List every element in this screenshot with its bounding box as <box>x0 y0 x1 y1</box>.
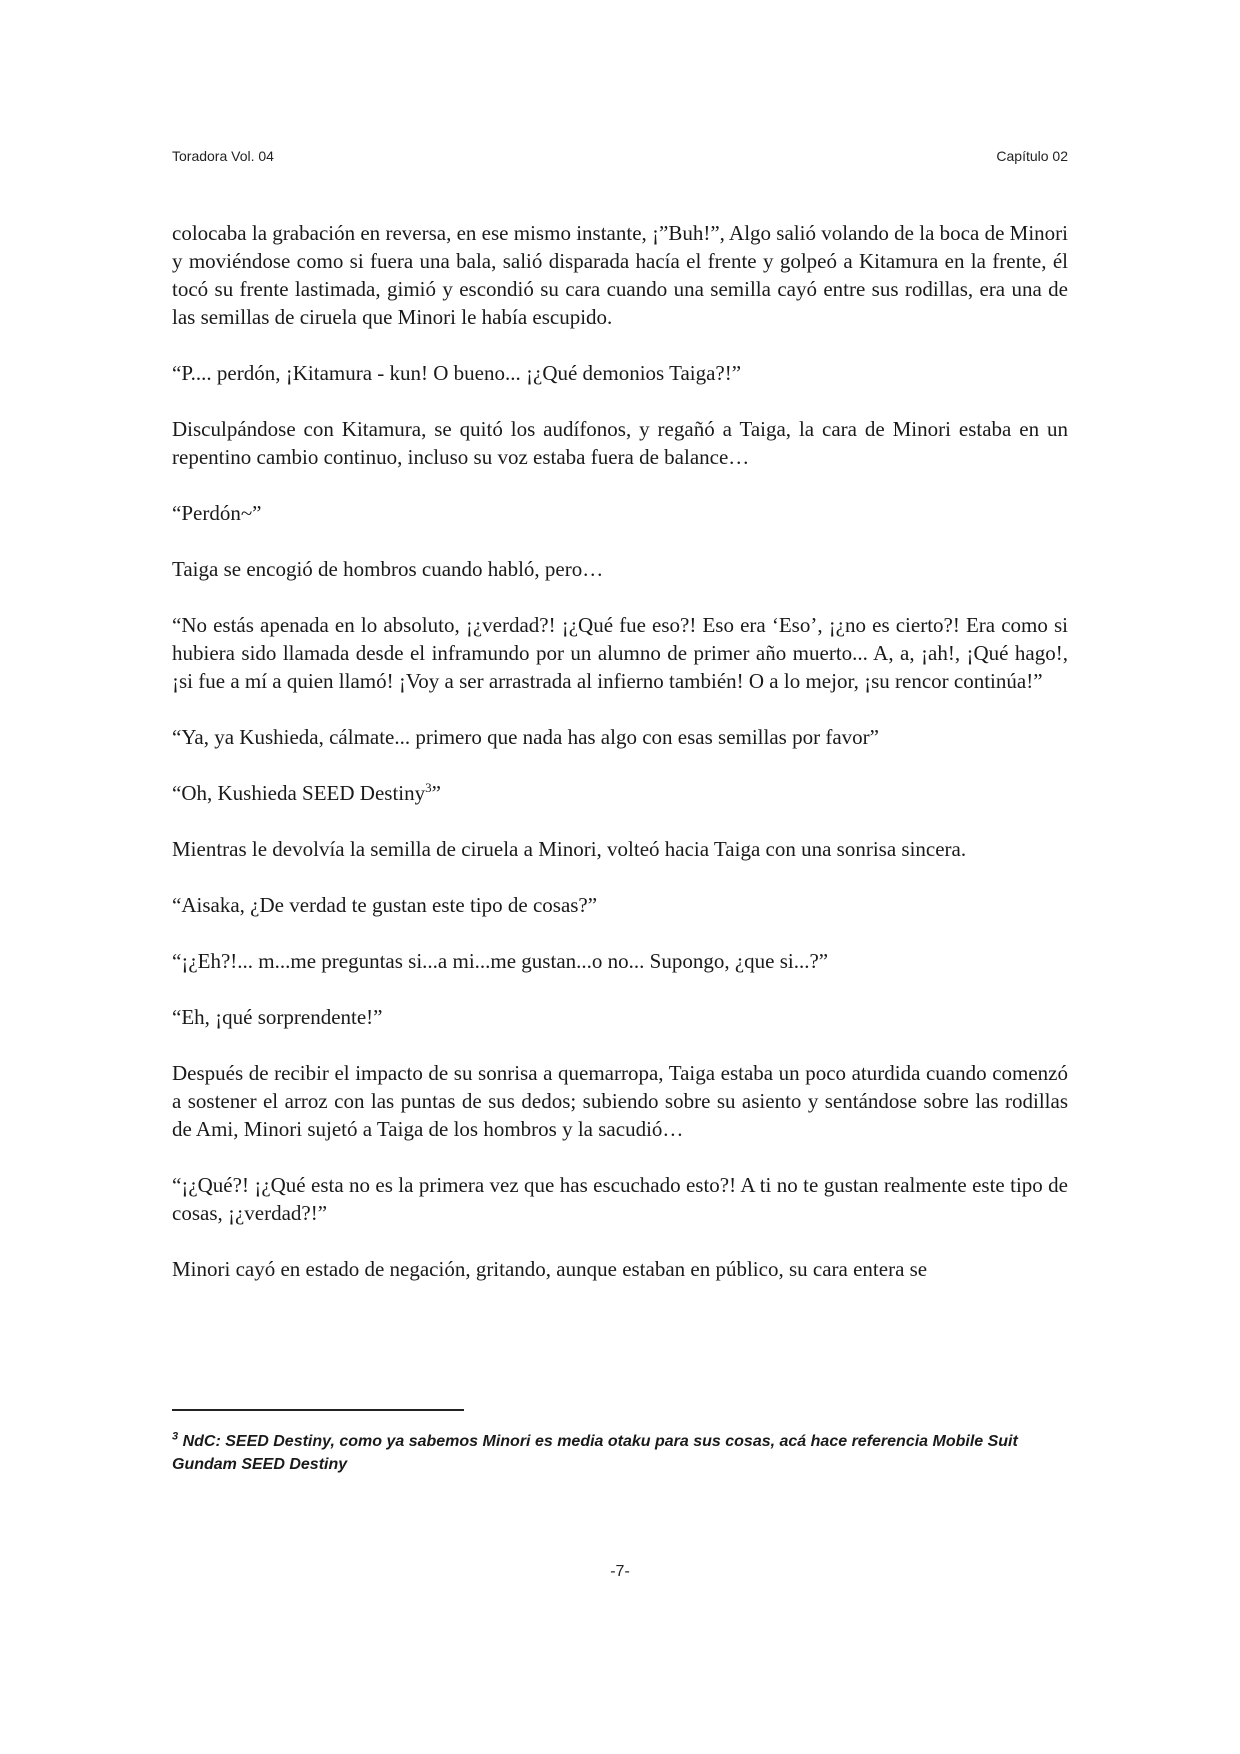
paragraph: Después de recibir el impacto de su sonrisa a quemarropa, Taiga estaba un poco aturdida cuando comenzó a sostener el arroz con las puntas de sus dedos; subiendo sobre su asiento y sentándose sobre las rodillas de Ami, Minori sujetó a Taiga de los hombros y la sacudió… <box>172 1061 1068 1141</box>
footnote-reference[interactable]: 3 <box>425 780 432 795</box>
seed-line-text: “Oh, Kushieda SEED Destiny <box>172 781 426 805</box>
body-text <box>172 219 1068 1283</box>
paragraph: Disculpándose con Kitamura, se quitó los audífonos, y regañó a Taiga, la cara de Minori estaba en un repentino cambio continuo, incluso su voz estaba fuera de balance… <box>172 417 1068 469</box>
header-chapter: Capítulo 02 <box>996 148 1068 164</box>
paragraph-seed-destiny <box>172 779 1068 807</box>
footnote-number: 3 <box>172 1430 179 1443</box>
paragraph: “¡¿Qué?! ¡¿Qué esta no es la primera vez que has escuchado esto?! A ti no te gustan realmente este tipo de cosas, ¡¿verdad?!” <box>172 1173 1068 1225</box>
paragraph: “Ya, ya Kushieda, cálmate... primero que nada has algo con esas semillas por favor” <box>172 725 879 749</box>
page-number: -7- <box>610 1563 630 1580</box>
paragraph: Taiga se encogió de hombros cuando habló, pero… <box>172 557 604 581</box>
seed-line-close: ” <box>431 781 441 805</box>
paragraph: “No estás apenada en lo absoluto, ¡¿verdad?! ¡¿Qué fue eso?! Eso era ‘Eso’, ¡¿no es cierto?! Era como si hubiera sido llamada desde el inframundo por un alumno de primer año muerto... A, a, ¡ah!, ¡Qué hago!, ¡si fue a mí a quien llamó! ¡Voy a ser arrastrada al infierno también! O a lo mejor, ¡su rencor continúa!” <box>172 613 1068 693</box>
paragraph: “¡¿Eh?!... m...me preguntas si...a mi...me gustan...o no... Supongo, ¿que si...?” <box>172 949 829 973</box>
paragraph: “Aisaka, ¿De verdad te gustan este tipo de cosas?” <box>172 893 598 917</box>
footnote-divider <box>172 1409 464 1411</box>
paragraph: “Eh, ¡qué sorprendente!” <box>172 1005 383 1029</box>
paragraph: Mientras le devolvía la semilla de ciruela a Minori, volteó hacia Taiga con una sonrisa sincera. <box>172 837 967 861</box>
paragraph: “P.... perdón, ¡Kitamura - kun! O bueno... ¡¿Qué demonios Taiga?!” <box>172 361 742 385</box>
footnote-text: NdC: SEED Destiny, como ya sabemos Minori es media otaku para sus cosas, acá hace referencia Mobile Suit Gundam SEED Destiny <box>172 1433 1018 1473</box>
paragraph: “Perdón~” <box>172 501 262 525</box>
footnote <box>172 1430 1068 1476</box>
header-book-title: Toradora Vol. 04 <box>172 148 274 164</box>
paragraph: Minori cayó en estado de negación, gritando, aunque estaban en público, su cara entera se <box>172 1257 928 1281</box>
paragraph: colocaba la grabación en reversa, en ese mismo instante, ¡”Buh!”, Algo salió volando de la boca de Minori y moviéndose como si fuera una bala, salió disparada hacía el frente y golpeó a Kitamura en la frente, él tocó su frente lastimada, gimió y escondió su cara cuando una semilla cayó entre sus rodillas, era una de las semillas de ciruela que Minori le había escupido. <box>172 221 1068 329</box>
